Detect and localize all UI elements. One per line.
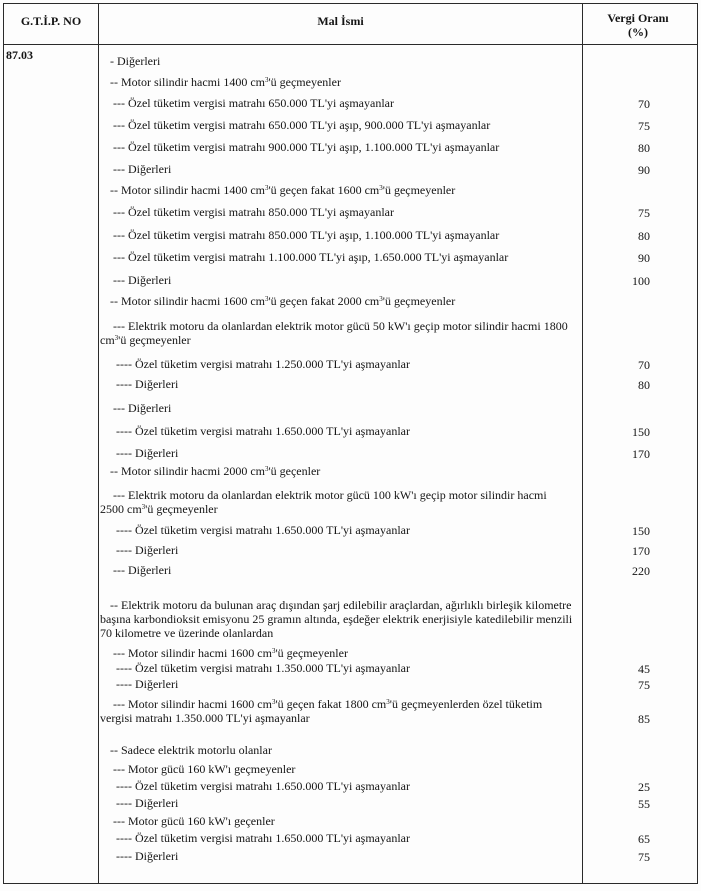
superscript-3: 3 [264,184,269,192]
row-rate: 55 [638,797,650,811]
superscript-3: 3 [141,503,146,511]
row-rate: 70 [638,358,650,372]
row-text: --- Özel tüketim vergisi matrahı 900.000 TL'yi aşıp, 1.100.000 TL'yi aşmayanlar [113,140,500,154]
superscript-3: 3 [271,698,276,706]
row-rate: 90 [638,251,650,265]
table-bottom-border [3,883,697,884]
row-text: -- Motor silindir hacmi 1400 $cm^3'ü$ geçmeyenler [110,75,341,89]
row-text: ---- Diğerleri [116,796,179,810]
row-text: --- Diğerleri [113,273,172,287]
header-rate: Vergi Oranı (%) [607,11,669,39]
row-rate: 150 [632,524,650,538]
row-text: --- Özel tüketim vergisi matrahı 650.000 TL'yi aşmayanlar [113,96,394,110]
superscript-3: 3 [271,647,276,655]
row-rate: 65 [638,832,650,846]
row-text: --- Özel tüketim vergisi matrahı 650.000 TL'yi aşıp, 900.000 TL'yi aşmayanlar [113,118,491,132]
row-text: --- Elektrik motoru da olanlardan elektrik motor gücü 50 kW'ı geçip motor silindir hacmi 1800 $cm^3'ü$ geçmeyenler [100,319,568,347]
row-text: ---- Özel tüketim vergisi matrahı 1.650.000 TL'yi aşmayanlar [116,523,410,537]
row-text: -- Motor silindir hacmi 2000 $cm^3'ü$ geçenler [110,464,321,478]
row-rate: 90 [638,163,650,177]
row-text: -- Sadece elektrik motorlu olanlar [110,743,272,757]
row-text: --- Diğerleri [113,563,172,577]
row-text: --- Diğerleri [113,401,172,415]
row-rate: 80 [638,378,650,392]
row-rate: 75 [638,206,650,220]
table-right-border [697,3,698,884]
row-text: ---- Diğerleri [116,446,179,460]
row-text: ---- Özel tüketim vergisi matrahı 1.250.000 TL'yi aşmayanlar [116,357,410,371]
superscript-3: 3 [264,295,269,303]
row-text: --- Özel tüketim vergisi matrahı 1.100.000 TL'yi aşıp, 1.650.000 TL'yi aşmayanlar [113,250,509,264]
row-rate: 80 [638,229,650,243]
row-text: --- Diğerleri [113,162,172,176]
row-text: -- Elektrik motoru da bulunan araç dışından şarj edilebilir araçlardan, ağırlıklı birleşik kilometre başına karbondioksit emisyonu 25 gramın altında, eşdeğer elektrik enerjisiyle katedilebilir menzili 70 kilometre ve üzerinde olanlardan [100,598,573,640]
row-rate: 80 [638,141,650,155]
header-divider [3,44,697,45]
row-rate: 150 [632,425,650,439]
row-text: --- Özel tüketim vergisi matrahı 850.000 TL'yi aşıp, 1.100.000 TL'yi aşmayanlar [113,228,500,242]
row-text: - Diğerleri [110,54,161,68]
row-rate: 45 [638,662,650,676]
row-rate: 85 [638,712,650,726]
header-name: Mal İsmi [317,14,364,28]
header-code: G.T.İ.P. NO [20,14,82,28]
row-rate: 100 [632,274,650,288]
superscript-3: 3 [386,698,390,706]
row-text: ---- Özel tüketim vergisi matrahı 1.350.000 TL'yi aşmayanlar [116,661,410,675]
row-text: -- Motor silindir hacmi 1400 $cm^3'ü$ geçen fakat 1600 $cm^3'ü$ geçmeyenler [110,183,456,197]
row-text: -- Motor silindir hacmi 1600 $cm^3'ü$ geçen fakat 2000 $cm^3'ü$ geçmeyenler [110,294,456,308]
superscript-3: 3 [379,295,383,303]
row-text: --- Elektrik motoru da olanlardan elektrik motor gücü 100 kW'ı geçip motor silindir hacmi 2500 $cm^3'ü$ geçmeyenler [100,488,547,516]
row-text: --- Motor silindir hacmi 1600 $cm^3'ü$ geçen fakat 1800 $cm^3'ü$ geçmeyenlerden özel tüketim vergisi matrahı 1.350.000 TL'yi aşmayanlar [100,697,543,725]
row-rate: 170 [632,544,650,558]
row-text: ---- Diğerleri [116,849,179,863]
row-text: --- Özel tüketim vergisi matrahı 850.000 TL'yi aşmayanlar [113,205,394,219]
superscript-3: 3 [379,184,383,192]
row-rate: 75 [638,678,650,692]
row-rate: 75 [638,850,650,864]
row-text: ---- Özel tüketim vergisi matrahı 1.650.000 TL'yi aşmayanlar [116,779,410,793]
row-rate: 75 [638,119,650,133]
table-left-border [3,3,4,884]
row-text: ---- Özel tüketim vergisi matrahı 1.650.000 TL'yi aşmayanlar [116,424,410,438]
row-text: ---- Diğerleri [116,377,179,391]
row-text: --- Motor gücü 160 kW'ı geçenler [113,814,275,828]
table-top-border [3,3,697,4]
superscript-3: 3 [264,76,269,84]
column-divider-code [98,3,99,884]
row-text: ---- Özel tüketim vergisi matrahı 1.650.000 TL'yi aşmayanlar [116,831,410,845]
row-text: ---- Diğerleri [116,677,179,691]
row-rate: 25 [638,780,650,794]
row-rate: 220 [632,564,650,578]
row-rate: 170 [632,447,650,461]
row-text: --- Motor gücü 160 kW'ı geçmeyenler [113,762,296,776]
row-text: ---- Diğerleri [116,543,179,557]
superscript-3: 3 [114,334,119,342]
gtip-code: 87.03 [6,48,33,62]
row-rate: 70 [638,97,650,111]
superscript-3: 3 [264,465,269,473]
row-text: --- Motor silindir hacmi 1600 $cm^3'ü$ geçmeyenler [113,646,348,660]
